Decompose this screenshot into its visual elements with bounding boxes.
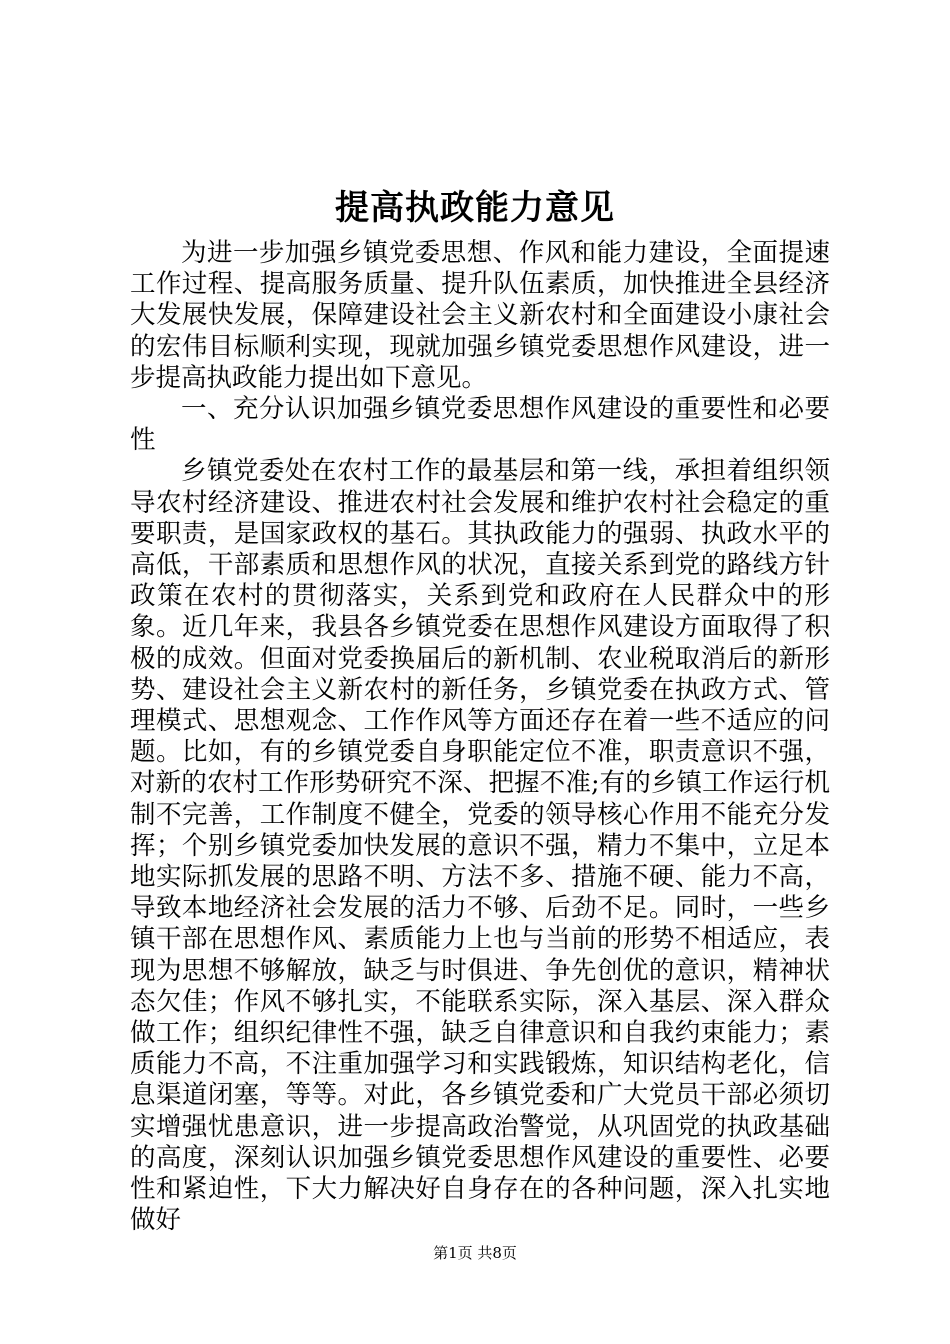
- paragraph-section-1: 乡镇党委处在农村工作的最基层和第一线，承担着组织领导农村经济建设、推进农村社会发展和维护农村社会稳定的重要职责，是国家政权的基石。其执政能力的强弱、执政水平的高低，干部素质和思想作风的状况，直接关系到党的路线方针政策在农村的贯彻落实，关系到党和政府在人民群众中的形象。近几年来，我县各乡镇党委在思想作风建设方面取得了积极的成效。但面对党委换届后的新机制、农业税取消后的新形势、建设社会主义新农村的新任务，乡镇党委在执政方式、管理模式、思想观念、工作作风等方面还存在着一些不适应的问题。比如，有的乡镇党委自身职能定位不准，职责意识不强，对新的农村工作形势研究不深、把握不准;有的乡镇工作运行机制不完善，工作制度不健全，党委的领导核心作用不能充分发挥；个别乡镇党委加快发展的意识不强，精力不集中，立足本地实际抓发展的思路不明、方法不多、措施不硬、能力不高，导致本地经济社会发展的活力不够、后劲不足。同时，一些乡镇干部在思想作风、素质能力上也与当前的形势不相适应，表现为思想不够解放，缺乏与时俱进、争先创优的意识，精神状态欠佳；作风不够扎实，不能联系实际，深入基层、深入群众做工作；组织纪律性不强，缺乏自律意识和自我约束能力；素质能力不高，不注重加强学习和实践锻炼，知识结构老化，信息渠道闭塞，等等。对此，各乡镇党委和广大党员干部必须切实增强忧患意识，进一步提高政治警觉，从巩固党的执政基础的高度，深刻认识加强乡镇党委思想作风建设的重要性、必要性和紧迫性，下大力解决好自身存在的各种问题，深入扎实地做好: [130, 456, 830, 1236]
- document-body: [130, 238, 830, 1237]
- section-heading-1: 一、充分认识加强乡镇党委思想作风建设的重要性和必要性: [130, 394, 830, 456]
- paragraph-intro: 为进一步加强乡镇党委思想、作风和能力建设，全面提速工作过程、提高服务质量、提升队伍素质，加快推进全县经济大发展快发展，保障建设社会主义新农村和全面建设小康社会的宏伟目标顺利实现，现就加强乡镇党委思想作风建设，进一步提高执政能力提出如下意见。: [130, 238, 830, 393]
- page-number: 第1页 共8页: [433, 1244, 517, 1262]
- document-title: 提高执政能力意见: [335, 188, 615, 228]
